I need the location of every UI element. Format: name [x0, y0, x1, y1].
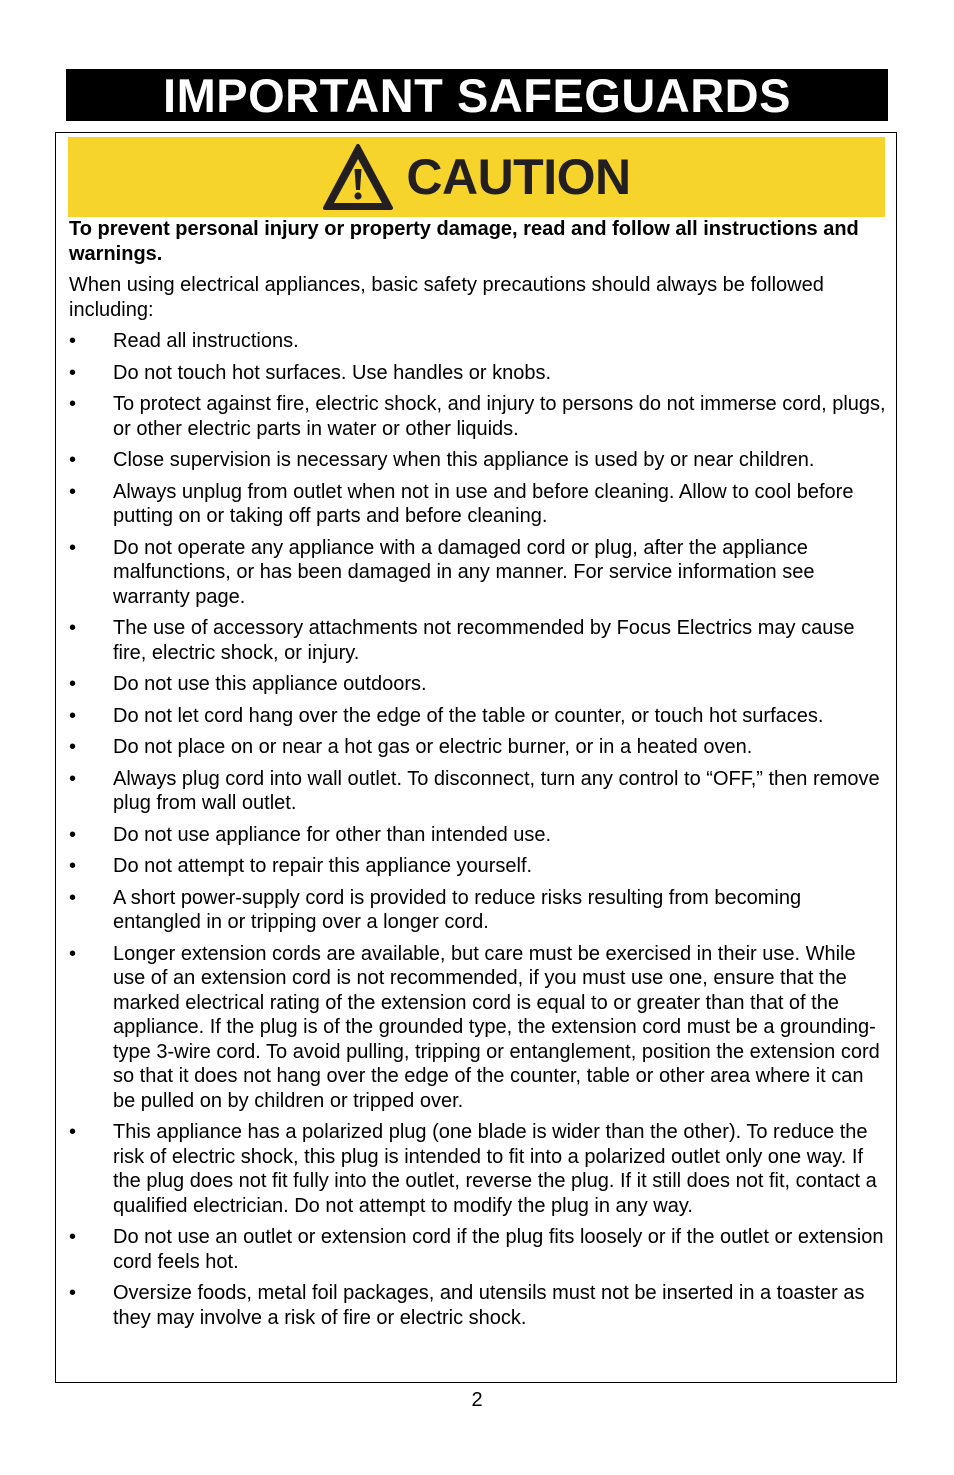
safeguards-content — [69, 217, 887, 1337]
warning-triangle-icon — [322, 143, 394, 211]
list-item: • Always unplug from outlet when not in use and before cleaning. Allow to cool before putting on or taking off parts and before cleaning. — [69, 480, 887, 529]
list-item: • A short power-supply cord is provided to reduce risks resulting from becoming entangled in or tripping over a longer cord. — [69, 886, 887, 935]
list-item: • This appliance has a polarized plug (one blade is wider than the other). To reduce the risk of electric shock, this plug is intended to fit into a polarized outlet only one way. If the plug does not fit fully into the outlet, reverse the plug. If it still does not fit, contact a qualified electrician. Do not attempt to modify the plug in any way. — [69, 1120, 887, 1218]
warning-lead: To prevent personal injury or property damage, read and follow all instructions and warnings. — [69, 218, 859, 265]
list-item: • Do not touch hot surfaces. Use handles or knobs. — [69, 361, 887, 386]
caution-banner — [68, 137, 885, 217]
page-number: 2 — [471, 1389, 483, 1411]
list-item: • Do not let cord hang over the edge of the table or counter, or touch hot surfaces. — [69, 704, 887, 729]
list-item: • Oversize foods, metal foil packages, and utensils must not be inserted in a toaster as they may involve a risk of fire or electric shock. — [69, 1281, 887, 1330]
list-item: • Always plug cord into wall outlet. To disconnect, turn any control to “OFF,” then remove plug from wall outlet. — [69, 767, 887, 816]
list-item: • Longer extension cords are available, but care must be exercised in their use. While use of an extension cord is not recommended, if you must use one, ensure that the marked electrical rating of the extension cord is equal to or greater than that of the appliance. If the plug is of the grounded type, the extension cord must be a grounding-type 3-wire cord. To avoid pulling, tripping or entanglement, position the extension cord so that it does not hang over the edge of the counter, table or other area where it can be pulled on by children or tripped over. — [69, 942, 887, 1114]
safeguard-list — [69, 329, 887, 1330]
caution-label: CAUTION — [406, 149, 631, 205]
list-item: • Do not place on or near a hot gas or electric burner, or in a heated oven. — [69, 735, 887, 760]
list-item: • Close supervision is necessary when this appliance is used by or near children. — [69, 448, 887, 473]
caution-banner-content — [322, 143, 630, 211]
list-item: • Do not attempt to repair this appliance yourself. — [69, 854, 887, 879]
list-item: • Do not use this appliance outdoors. — [69, 672, 887, 697]
list-item: • The use of accessory attachments not recommended by Focus Electrics may cause fire, electric shock, or injury. — [69, 616, 887, 665]
list-item: • Do not operate any appliance with a damaged cord or plug, after the appliance malfunctions, or has been damaged in any manner. For service information see warranty page. — [69, 536, 887, 610]
page-title-text: IMPORTANT SAFEGUARDS — [163, 68, 791, 122]
list-item: • Do not use appliance for other than intended use. — [69, 823, 887, 848]
page-title — [66, 69, 888, 121]
list-item: • Read all instructions. — [69, 329, 887, 354]
list-item: • To protect against fire, electric shock, and injury to persons do not immerse cord, plugs, or other electric parts in water or other liquids. — [69, 392, 887, 441]
list-item: • Do not use an outlet or extension cord if the plug fits loosely or if the outlet or extension cord feels hot. — [69, 1225, 887, 1274]
intro-text: When using electrical appliances, basic safety precautions should always be followed including: — [69, 274, 824, 321]
